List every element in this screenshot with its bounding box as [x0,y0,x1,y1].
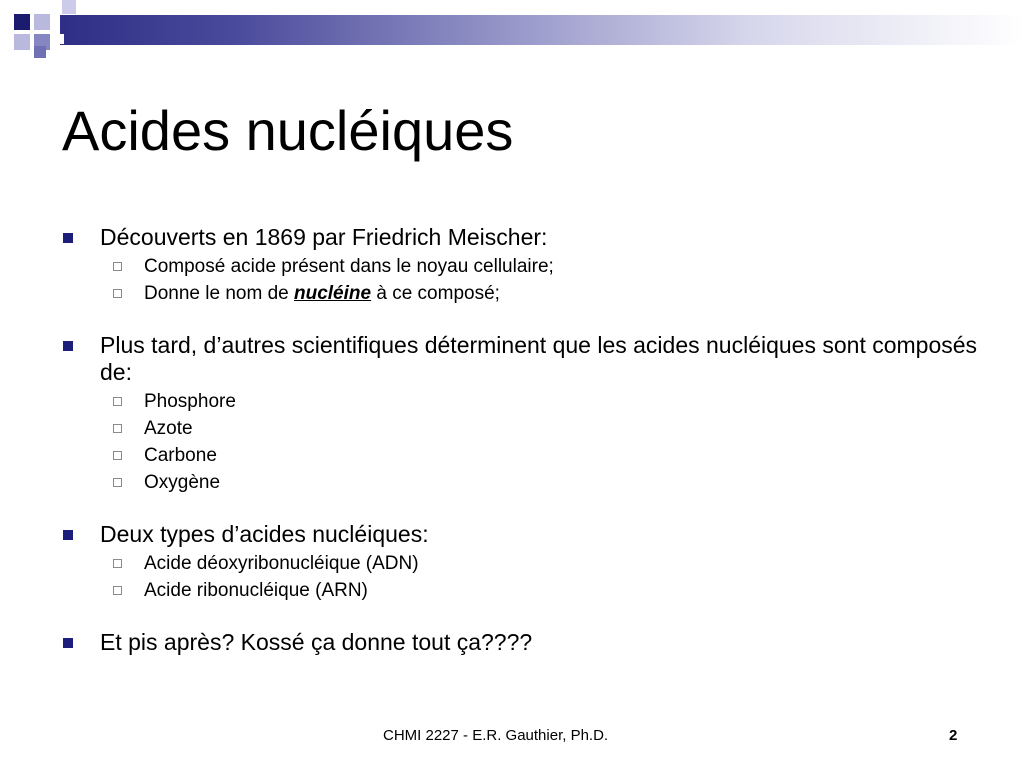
sub-bullet-text-before: Donne le nom de [144,283,294,304]
sub-bullet-item [62,415,992,442]
decorative-square [34,46,46,58]
decorative-square [34,14,50,30]
bullet-item [62,224,992,251]
hollow-square-bullet-icon [113,451,122,460]
sub-bullet-text: Azote [144,418,193,439]
sub-list [62,388,992,496]
slide-title: Acides nucléiques [62,99,514,162]
bullet-item [62,629,992,656]
sub-bullet-item [62,442,992,469]
hollow-square-bullet-icon [113,397,122,406]
square-bullet-icon [63,530,73,540]
sub-bullet-text: Carbone [144,445,217,466]
hollow-square-bullet-icon [113,586,122,595]
sub-bullet-item [62,550,992,577]
bullet-text: Et pis après? Kossé ça donne tout ça???? [100,629,533,655]
decorative-square [54,34,64,44]
sub-bullet-item [62,253,992,280]
bullet-text: Découverts en 1869 par Friedrich Meischer: [100,224,548,250]
hollow-square-bullet-icon [113,478,122,487]
hollow-square-bullet-icon [113,289,122,298]
sub-bullet-text-after: à ce composé; [371,283,500,304]
hollow-square-bullet-icon [113,559,122,568]
sub-bullet-item [62,469,992,496]
sub-bullet-item [62,280,992,307]
square-bullet-icon [63,233,73,243]
slide-content [62,224,992,656]
header-gradient-band [60,15,1024,45]
sub-list [62,253,992,307]
slide-page-number: 2 [949,727,958,744]
sub-bullet-item [62,388,992,415]
square-bullet-icon [63,638,73,648]
decorative-square [14,14,30,30]
sub-bullet-text: Phosphore [144,391,236,412]
square-bullet-icon [63,341,73,351]
bullet-text: Deux types d’acides nucléiques: [100,521,429,547]
sub-bullet-item [62,577,992,604]
bullet-item [62,332,992,386]
emphasized-term: nucléine [294,283,372,304]
sub-list [62,550,992,604]
sub-bullet-text: Composé acide présent dans le noyau cellulaire; [144,256,554,277]
decorative-square [14,34,30,50]
bullet-text: Plus tard, d’autres scientifiques déterminent que les acides nucléiques sont composés de: [100,332,978,385]
sub-bullet-text: Acide déoxyribonucléique (ADN) [144,553,419,574]
hollow-square-bullet-icon [113,262,122,271]
bullet-item [62,521,992,548]
sub-bullet-text: Acide ribonucléique (ARN) [144,580,368,601]
decorative-square [62,0,76,14]
footer-course-info: CHMI 2227 - E.R. Gauthier, Ph.D. [383,727,609,744]
hollow-square-bullet-icon [113,424,122,433]
sub-bullet-text: Oxygène [144,472,221,493]
